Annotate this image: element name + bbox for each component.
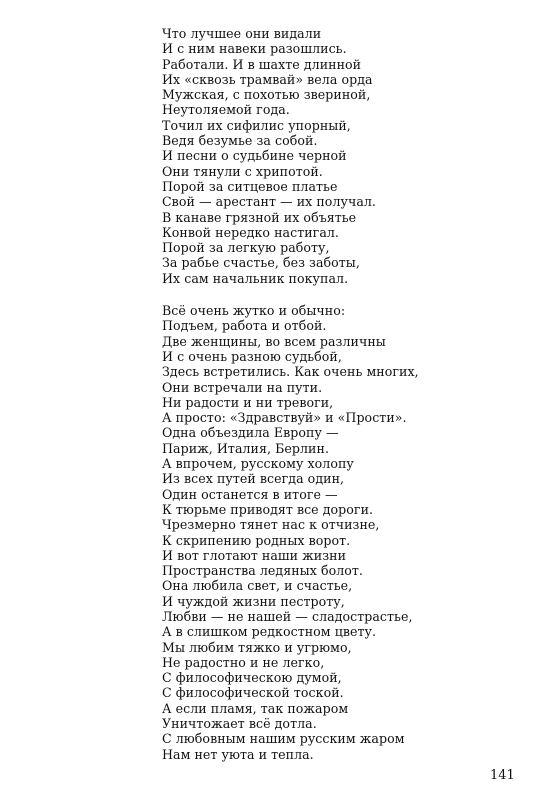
- poem-line: С философическою думой,: [162, 670, 342, 686]
- poem-line: Работали. И в шахте длинной: [162, 56, 362, 72]
- poem-line: С любовным нашим русским жаром: [162, 731, 405, 747]
- poem-line: Париж, Италия, Берлин.: [162, 440, 330, 456]
- poem-line: Уничтожает всё дотла.: [162, 716, 317, 732]
- poem-line: Здесь встретились. Как очень многих,: [162, 364, 419, 380]
- poem-line: Она любила свет, и счастье,: [162, 578, 353, 594]
- poem-line: И песни о судьбине черной: [162, 148, 347, 164]
- poem-line: Они встречали на пути.: [162, 379, 323, 395]
- poem-line: И вот глотают наши жизни: [162, 547, 347, 563]
- poem-line: Одна объездила Европу —: [162, 425, 339, 441]
- poem-line: И с очень разною судьбой,: [162, 348, 342, 364]
- poem-line: А впрочем, русскому холопу: [162, 456, 354, 472]
- poem-line: Нам нет уюта и тепла.: [162, 746, 314, 762]
- page-number: 141: [490, 768, 515, 783]
- poem-line: С философической тоской.: [162, 685, 344, 701]
- poem-line: Один останется в итоге —: [162, 486, 338, 502]
- poem-line: И с ним навеки разошлись.: [162, 41, 347, 57]
- poem-line: Что лучшее они видали: [162, 26, 322, 41]
- poem-line: За рабье счастье, без заботы,: [162, 255, 360, 271]
- poem-line: Их сам начальник покупал.: [162, 270, 349, 286]
- poem-line: И чуждой жизни пестроту,: [162, 593, 345, 609]
- poem-line: Конвой нередко настигал.: [162, 224, 339, 240]
- poem-line: К тюрьме приводят все дороги.: [162, 501, 374, 517]
- poem-line: Любви — не нашей — сладострастье,: [162, 608, 413, 624]
- poem-line: Неутоляемой года.: [162, 102, 290, 118]
- poem-line: Мужская, с похотью звериной,: [162, 87, 371, 103]
- poem-line: Порой за ситцевое платье: [162, 178, 338, 194]
- poem-line: Из всех путей всегда один,: [162, 471, 345, 487]
- stanza: [162, 26, 542, 286]
- poem-line: В канаве грязной их объятье: [162, 209, 357, 225]
- poem-line: А в слишком редкостном цвету.: [162, 624, 377, 640]
- poem-line: Не радостно и не легко,: [162, 654, 325, 670]
- poem-line: Их «сквозь трамвай» вела орда: [162, 71, 373, 87]
- poem-line: Ни радости и ни тревоги,: [162, 394, 334, 410]
- poem-line: А просто: «Здравствуй» и «Прости».: [162, 410, 407, 426]
- poem-line: Пространства ледяных болот.: [162, 563, 363, 579]
- poem-line: А если пламя, так пожаром: [162, 700, 349, 716]
- poem-line: Точил их сифилис упорный,: [162, 117, 351, 133]
- poem-line: Мы любим тяжко и угрюмо,: [162, 639, 352, 655]
- stanza: [162, 303, 542, 762]
- poem-line: Чрезмерно тянет нас к отчизне,: [162, 517, 380, 533]
- poem-text: [162, 26, 542, 762]
- poem-line: Свой — арестант — их получал.: [162, 194, 376, 210]
- poem-line: Ведя безумье за собой.: [162, 133, 318, 149]
- poem-line: Две женщины, во всем различны: [162, 333, 386, 349]
- poem-line: Всё очень жутко и обычно:: [162, 303, 346, 319]
- poem-line: Подъем, работа и отбой.: [162, 318, 327, 334]
- poem-line: Порой за легкую работу,: [162, 240, 330, 256]
- poem-line: Они тянули с хрипотой.: [162, 163, 323, 179]
- poem-line: К скрипению родных ворот.: [162, 532, 351, 548]
